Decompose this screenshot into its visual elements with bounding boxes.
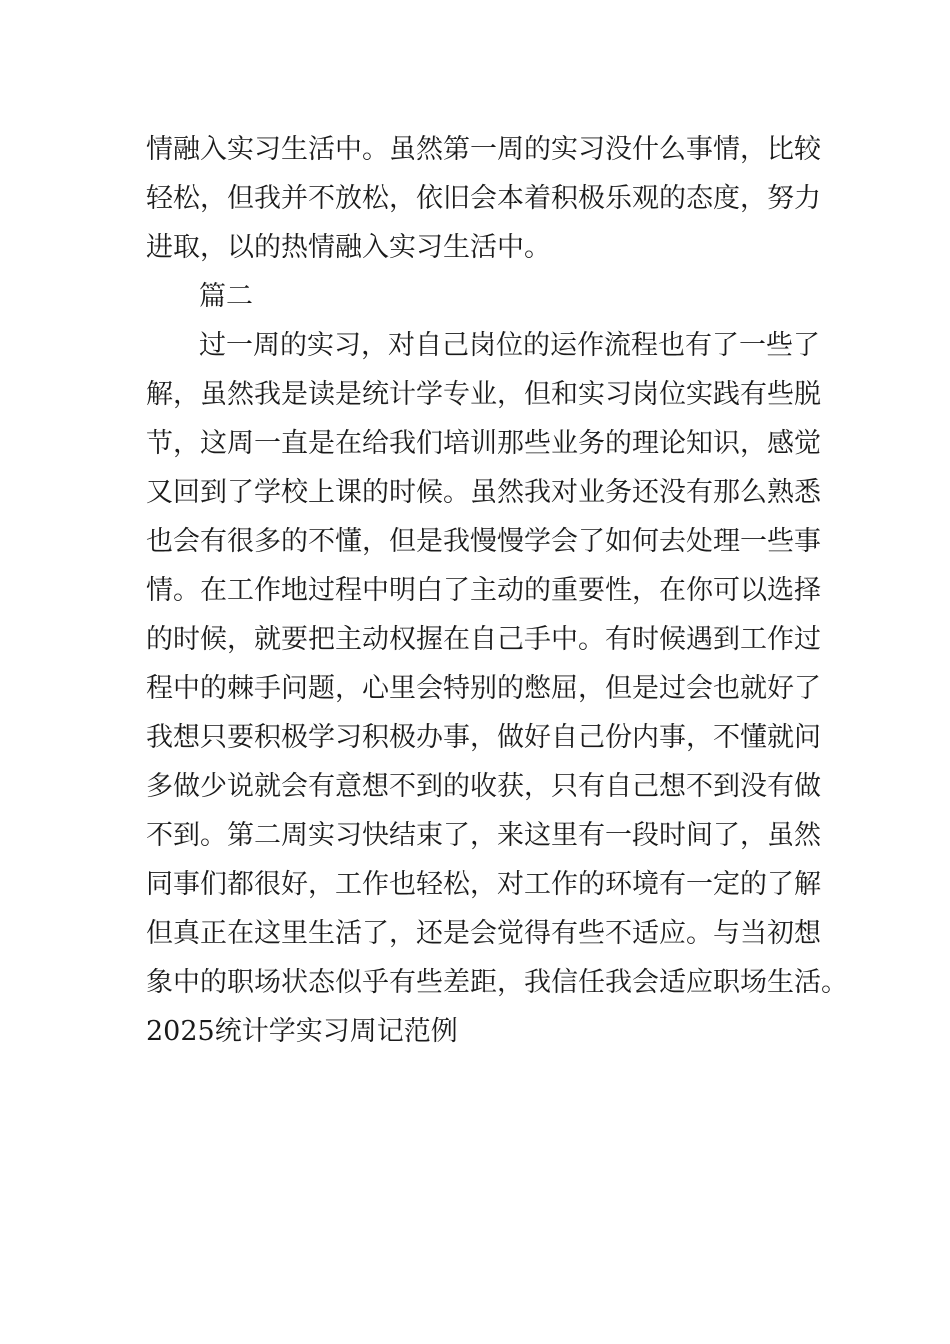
text-line: 多做少说就会有意想不到的收获，只有自己想不到没有做 xyxy=(146,771,821,802)
text-line: 象中的职场状态似乎有些差距，我信任我会适应职场生活。 xyxy=(146,967,848,998)
document-body xyxy=(146,125,848,1056)
text-line: 的时候，就要把主动权握在自己手中。有时候遇到工作过 xyxy=(146,624,821,655)
text-line: 情融入实习生活中。虽然第一周的实习没什么事情，比较 xyxy=(146,134,821,165)
document-title-line: 2025统计学实习周记范例 xyxy=(146,1016,458,1047)
text-line: 但真正在这里生活了，还是会觉得有些不适应。与当初想 xyxy=(146,918,821,949)
text-line: 轻松，但我并不放松，依旧会本着积极乐观的态度，努力 xyxy=(146,183,821,214)
text-line: 不到。第二周实习快结束了，来这里有一段时间了，虽然 xyxy=(146,820,821,851)
text-line: 又回到了学校上课的时候。虽然我对业务还没有那么熟悉 xyxy=(146,477,821,508)
section-heading: 篇二 xyxy=(199,281,253,312)
text-line: 程中的棘手问题，心里会特别的憋屈，但是过会也就好了 xyxy=(146,673,821,704)
text-line: 节，这周一直是在给我们培训那些业务的理论知识，感觉 xyxy=(146,428,821,459)
text-line: 进取，以的热情融入实习生活中。 xyxy=(146,232,551,263)
text-line: 同事们都很好，工作也轻松，对工作的环境有一定的了解 xyxy=(146,869,821,900)
text-line: 解，虽然我是读是统计学专业，但和实习岗位实践有些脱 xyxy=(146,379,821,410)
text-line: 情。在工作地过程中明白了主动的重要性，在你可以选择 xyxy=(146,575,821,606)
text-line: 也会有很多的不懂，但是我慢慢学会了如何去处理一些事 xyxy=(146,526,821,557)
text-line: 我想只要积极学习积极办事，做好自己份内事，不懂就问 xyxy=(146,722,821,753)
text-line: 过一周的实习，对自己岗位的运作流程也有了一些了 xyxy=(199,330,820,361)
